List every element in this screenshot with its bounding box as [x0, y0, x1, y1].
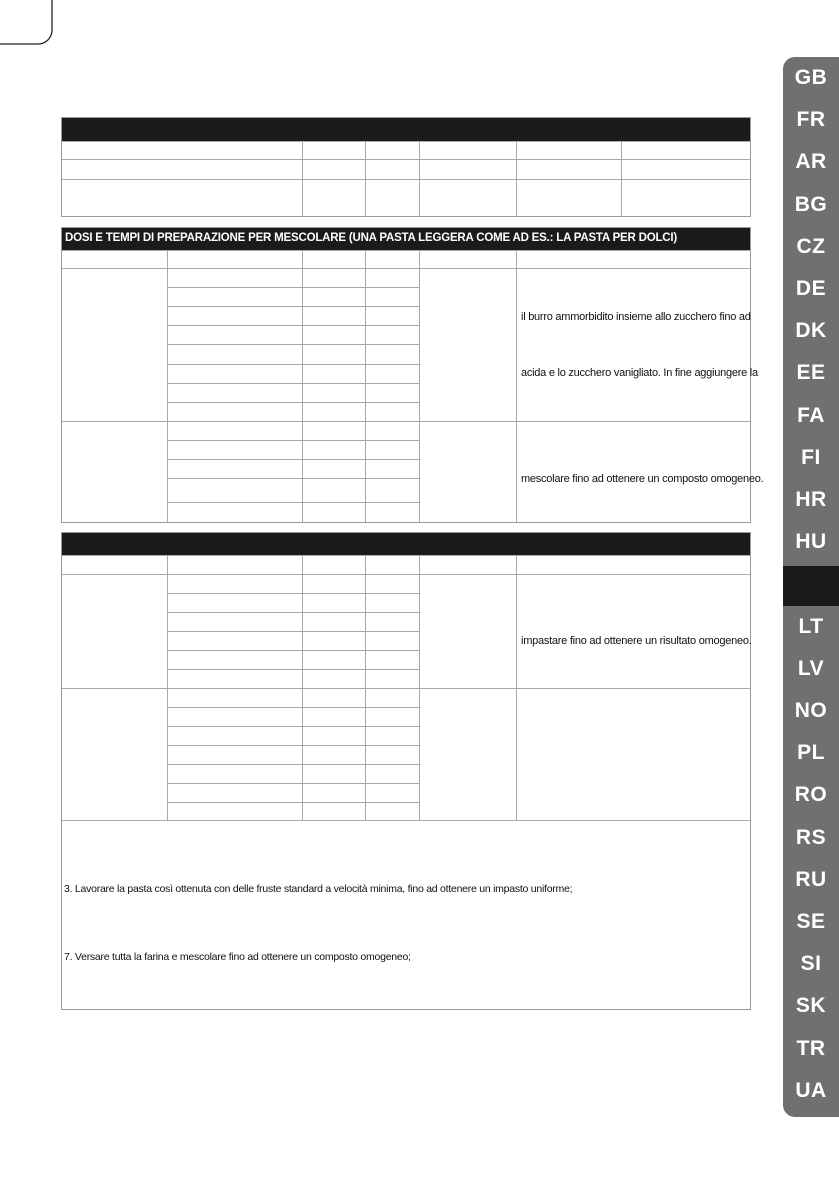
- table-2: [61, 227, 764, 523]
- table-1-header: [62, 118, 750, 141]
- language-tab[interactable]: HR: [795, 488, 827, 511]
- table-2-group-2-text: mescolare fino ad ottenere un composto omogeneo.: [521, 473, 764, 485]
- language-tab[interactable]: RS: [795, 825, 827, 849]
- language-tab[interactable]: DK: [795, 319, 827, 343]
- table-3-group-1-text: impastare fino ad ottenere un risultato omogeneo.: [521, 635, 752, 647]
- language-tab[interactable]: FR: [796, 108, 826, 132]
- language-tab[interactable]: CZ: [796, 234, 826, 258]
- language-tab[interactable]: [783, 563, 839, 605]
- table-3: [61, 532, 751, 1010]
- language-tab[interactable]: GB: [794, 66, 828, 89]
- language-tab[interactable]: FI: [801, 445, 821, 469]
- table-1: [61, 117, 751, 217]
- table-2-header: DOSI E TEMPI DI PREPARAZIONE PER MESCOLARE (UNA PASTA LEGGERA COME AD ES.: LA PASTA PER DOLCI): [62, 228, 750, 250]
- language-tab[interactable]: TR: [796, 1036, 826, 1060]
- table-3-header: [62, 533, 750, 555]
- table-2-group-1-text-line-1: il burro ammorbidito insieme allo zucchero fino ad: [521, 311, 751, 323]
- language-tab[interactable]: EE: [796, 361, 826, 385]
- language-tab[interactable]: HU: [795, 530, 827, 554]
- language-tab[interactable]: SK: [795, 994, 827, 1018]
- table-2-group-1-text-line-2: acida e lo zucchero vanigliato. In fine aggiungere la: [521, 367, 758, 379]
- table-3-note-line-3: 3. Lavorare la pasta così ottenuta con delle fruste standard a velocità minima, fino ad ottenere un impasto uniforme;: [64, 883, 573, 895]
- language-tab[interactable]: NO: [794, 699, 828, 722]
- language-tab[interactable]: FA: [797, 403, 825, 427]
- language-tab[interactable]: PL: [797, 741, 825, 765]
- table-3-note-line-7: 7. Versare tutta la farina e mescolare fino ad ottenere un composto omogeneo;: [64, 951, 411, 963]
- language-tab[interactable]: LT: [798, 614, 824, 638]
- language-tab[interactable]: SI: [800, 952, 822, 976]
- language-tab[interactable]: AR: [795, 150, 827, 174]
- language-tab-strip: [783, 57, 839, 1117]
- language-tab[interactable]: SE: [796, 910, 826, 933]
- language-tab[interactable]: UA: [795, 1078, 827, 1102]
- language-tab[interactable]: RO: [794, 783, 828, 807]
- language-tab[interactable]: RU: [795, 867, 827, 891]
- language-tab[interactable]: DE: [795, 277, 827, 300]
- language-tab[interactable]: BG: [794, 192, 828, 216]
- language-tab[interactable]: LV: [797, 656, 825, 680]
